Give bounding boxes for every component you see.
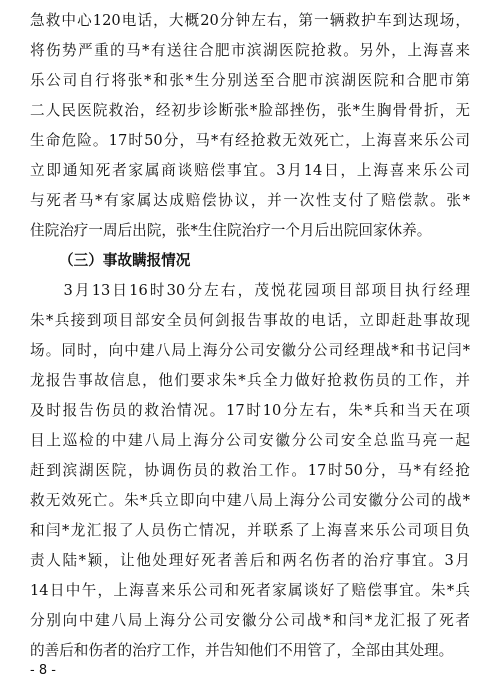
text-line: 的善后和伤者的治疗工作，并告知他们不用管了，全部由其处理。 [30, 642, 454, 659]
text-line: 目上巡检的中建八局上海分公司安徽分公司安全总监马亮一起 [30, 432, 470, 449]
text-line: 场。同时，向中建八局上海分公司安徽分公司经理战*和书记闫* [30, 342, 470, 359]
text-line: 急救中心120电话，大概20分钟左右，第一辆救护车到达现场， [30, 12, 470, 29]
text-line: 救无效死亡。朱*兵立即向中建八局上海分公司安徽分公司的战* [30, 492, 470, 509]
paragraph-concealment-details [30, 276, 470, 666]
text-line: 住院治疗一周后出院，张*生住院治疗一个月后出院回家休养。 [30, 222, 432, 239]
text-line: 朱*兵接到项目部安全员何剑报告事故的电话，立即赶赴事故现 [30, 312, 470, 329]
text-line: 生命危险。17时50分，马*有经抢救无效死亡，上海喜来乐公司 [30, 132, 470, 149]
text-line: 赶到滨湖医院，协调伤员的救治工作。17时50分，马*有经抢 [30, 462, 470, 479]
text-line: 龙报告事故信息，他们要求朱*兵全力做好抢救伤员的工作，并 [30, 372, 470, 389]
page-number: - 8 - [30, 663, 56, 678]
text-line: 乐公司自行将张*和张*生分别送至合肥市滨湖医院和合肥市第 [30, 72, 470, 89]
document-page [30, 6, 470, 666]
section-heading: （三）事故瞒报情况 [59, 252, 191, 269]
text-line: 立即通知死者家属商谈赔偿事宜。3月14日，上海喜来乐公司 [30, 162, 470, 179]
text-line: 14日中午，上海喜来乐公司和死者家属谈好了赔偿事宜。朱*兵 [30, 582, 470, 599]
text-line: 二人民医院救治，经初步诊断张*脸部挫伤，张*生胸骨骨折，无 [30, 102, 470, 119]
text-line: 及时报告伤员的救治情况。17时10分左右，朱*兵和当天在项 [30, 402, 470, 419]
text-line: 责人陆*颖，让他处理好死者善后和两名伤者的治疗事宜。3月 [30, 552, 470, 569]
text-line: 将伤势严重的马*有送往合肥市滨湖医院抢救。另外，上海喜来 [30, 42, 470, 59]
paragraph-rescue-details [30, 6, 470, 246]
text-line: 分别向中建八局上海分公司安徽分公司战*和闫*龙汇报了死者 [30, 612, 470, 629]
text-line: 3月13日16时30分左右，茂悦花园项目部项目执行经理 [30, 282, 470, 299]
text-line: 与死者马*有家属达成赔偿协议，并一次性支付了赔偿款。张* [30, 192, 470, 209]
text-line: 和闫*龙汇报了人员伤亡情况，并联系了上海喜来乐公司项目负 [30, 522, 470, 539]
